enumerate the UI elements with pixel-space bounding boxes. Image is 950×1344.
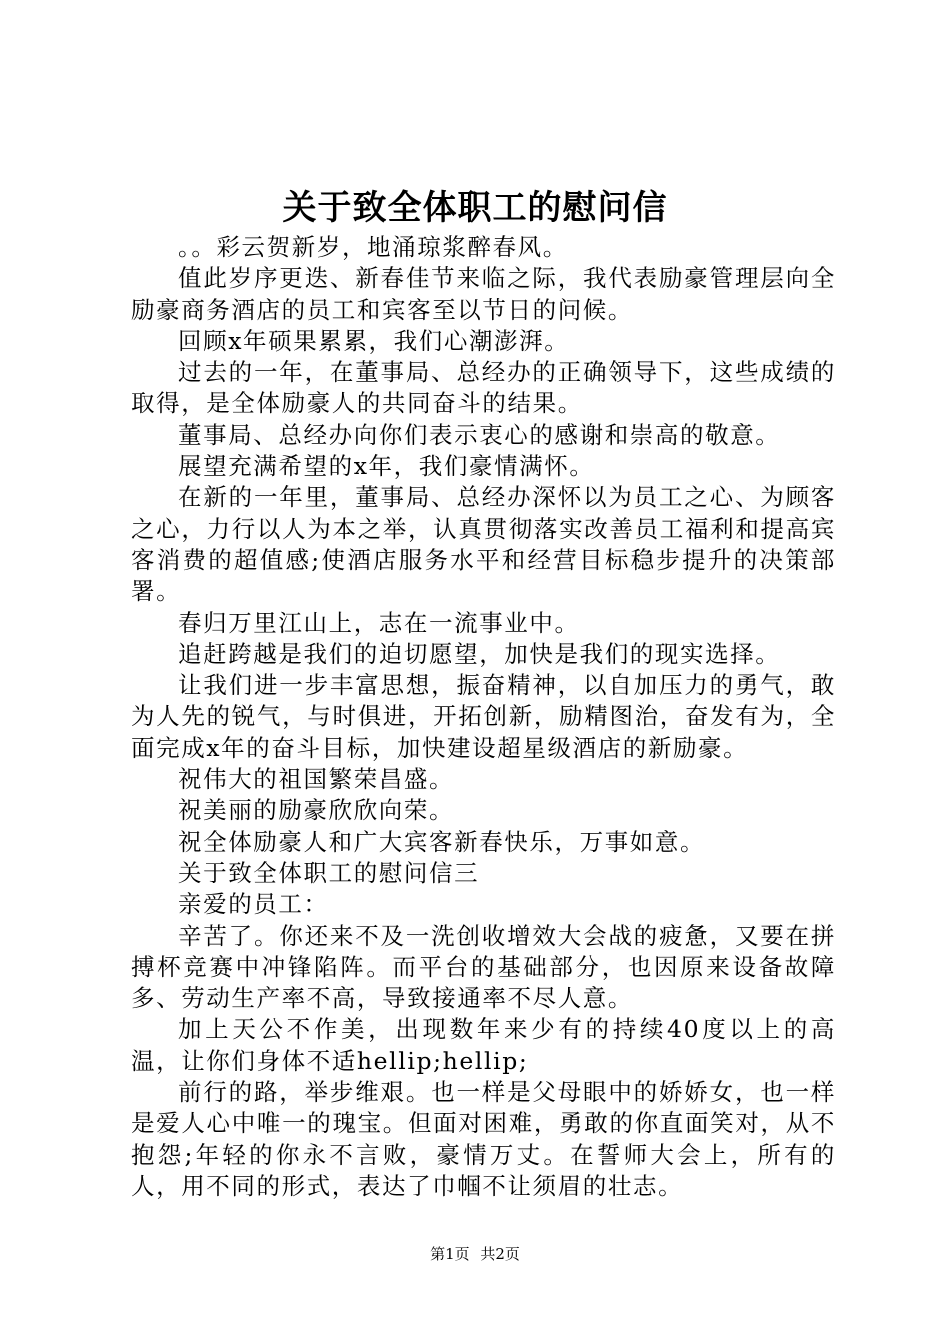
page-footer: [0, 1244, 950, 1264]
total-pages-label: 共2页: [480, 1245, 520, 1263]
paragraph: 祝美丽的励豪欣欣向荣。: [178, 796, 455, 825]
paragraph: 过去的一年，在董事局、总经办的正确领导下，这些成绩的取得，是全体励豪人的共同奋斗的结果。: [131, 358, 836, 418]
paragraph: 值此岁序更迭、新春佳节来临之际，我代表励豪管理层向全励豪商务酒店的员工和宾客至以节日的问候。: [131, 264, 836, 324]
paragraph: 让我们进一步丰富思想，振奋精神，以自加压力的勇气，敢为人先的锐气，与时俱进，开拓创新，励精图治，奋发有为，全面完成x年的奋斗目标，加快建设超星级酒店的新励豪。: [131, 671, 836, 762]
salutation: 亲爱的员工：: [178, 890, 329, 919]
paragraph: 。。彩云贺新岁，地涌琼浆醉春风。: [178, 233, 568, 261]
paragraph: 前行的路，举步维艰。也一样是父母眼中的娇娇女，也一样是爱人心中唯一的瑰宝。但面对困难，勇敢的你直面笑对，从不抱怨;年轻的你永不言败，豪情万丈。在誓师大会上，所有的人，用不同的形式，表达了巾帼不让须眉的壮志。: [131, 1078, 836, 1200]
paragraph: 加上天公不作美，出现数年来少有的持续40度以上的高温，让你们身体不适hellip;hellip;: [131, 1015, 836, 1075]
paragraph: 追赶跨越是我们的迫切愿望，加快是我们的现实选择。: [178, 639, 781, 668]
paragraph: 春归万里江山上，志在一流事业中。: [178, 608, 580, 637]
section-heading: 关于致全体职工的慰问信三: [178, 858, 480, 887]
paragraph: 董事局、总经办向你们表示衷心的感谢和崇高的敬意。: [178, 420, 781, 449]
paragraph: 祝伟大的祖国繁荣昌盛。: [178, 765, 455, 794]
paragraph: 在新的一年里，董事局、总经办深怀以为员工之心、为顾客之心，力行以人为本之举，认真贯彻落实改善员工福利和提高宾客消费的超值感;使酒店服务水平和经营目标稳步提升的决策部署。: [131, 483, 836, 606]
paragraph: 回顾x年硕果累累，我们心潮澎湃。: [178, 326, 570, 355]
current-page-label: 第1页: [430, 1245, 470, 1263]
paragraph: 辛苦了。你还来不及一洗创收增效大会战的疲惫，又要在拼搏杯竞赛中冲锋陷阵。而平台的基础部分，也因原来设备故障多、劳动生产率不高，导致接通率不尽人意。: [131, 921, 836, 1013]
paragraph: 展望充满希望的x年，我们豪情满怀。: [178, 452, 595, 481]
document-title: 关于致全体职工的慰问信: [282, 188, 668, 228]
document-body: [131, 232, 836, 1202]
paragraph: 祝全体励豪人和广大宾客新春快乐，万事如意。: [178, 827, 706, 856]
